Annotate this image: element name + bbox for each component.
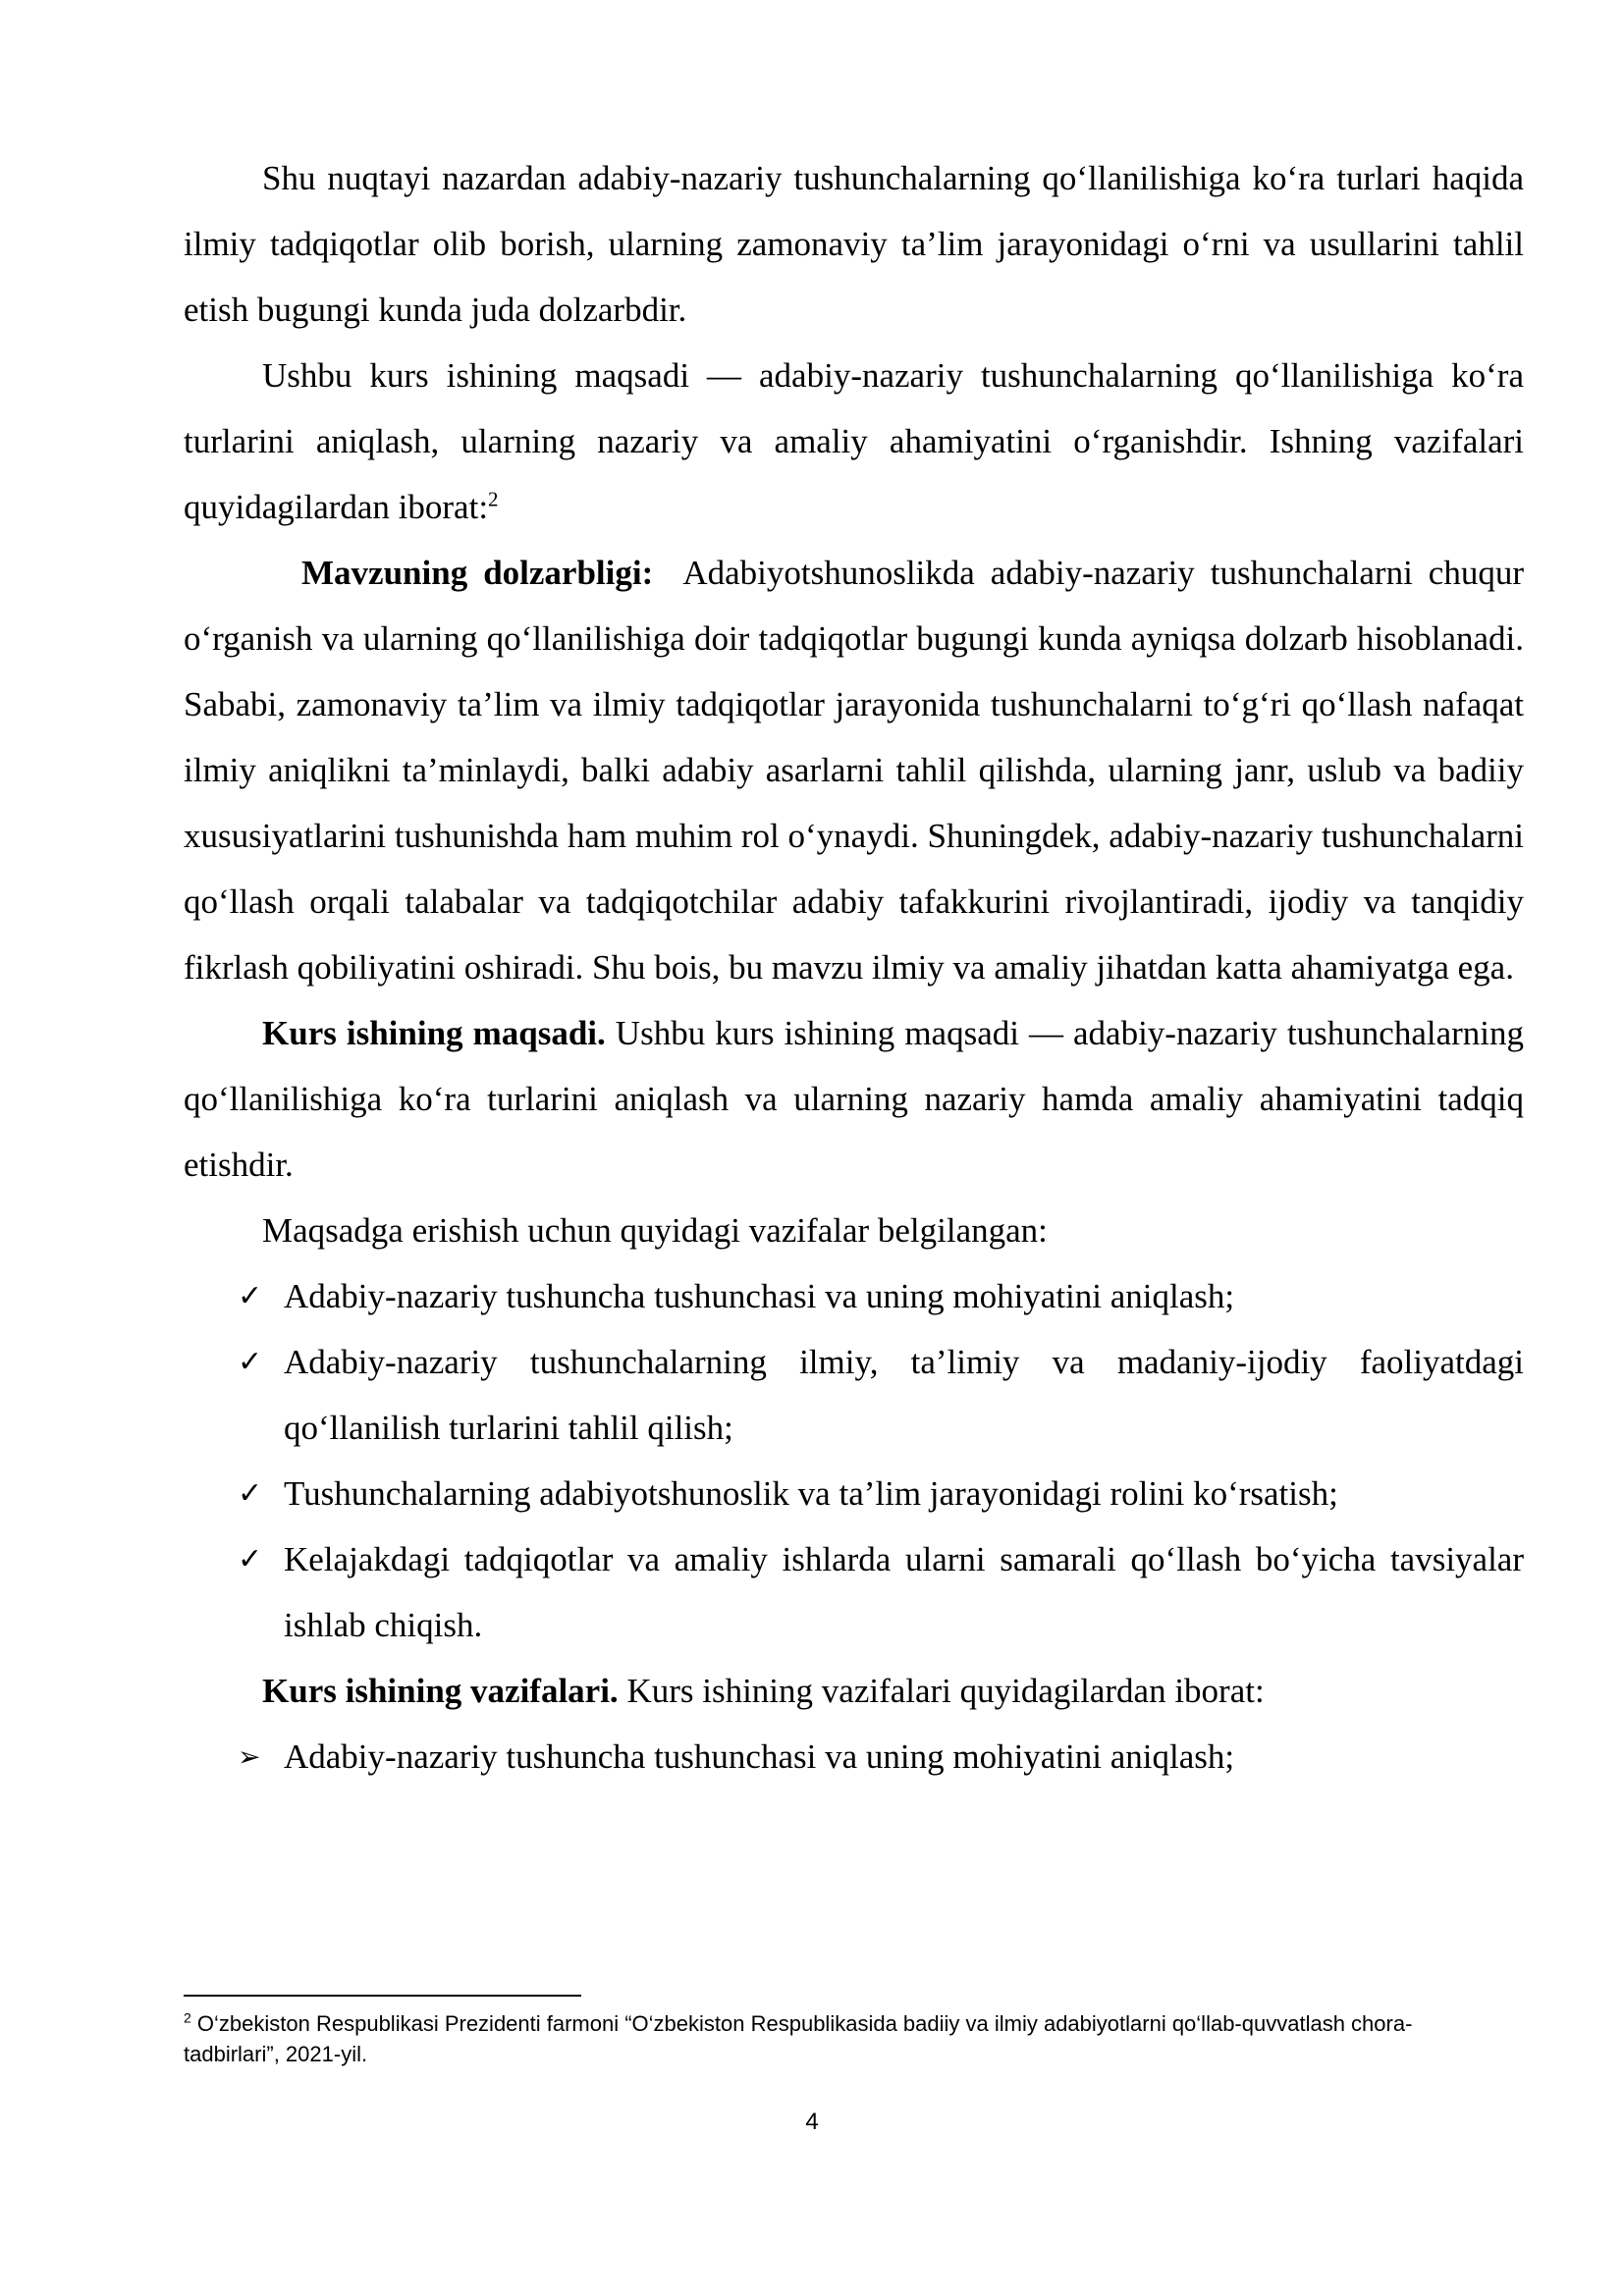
goal-text: Ushbu kurs ishining maqsadi — adabiy-nazariy tushunchalarning qo‘llanilishiga ko‘ra turlarini aniqlash va ularning nazariy hamda amaliy ahamiyatini tadqiq etishdir. — [184, 1014, 1525, 1184]
body-text — [184, 145, 1524, 1789]
list-item — [184, 1329, 1524, 1461]
relevance-text: Adabiyotshunoslikda adabiy-nazariy tushunchalarni chuqur o‘rganish va ularning qo‘llanilishiga doir tadqiqotlar bugungi kunda ayniqsa dolzarb hisoblanadi. Sababi, zamonaviy ta’lim va ilmiy tadqiqotlar jarayonida tushunchalarni to‘g‘ri qo‘llash nafaqat ilmiy aniqlikni ta’minlaydi, balki adabiy asarlarni tahlil qilishda, ularning janr, uslub va badiiy xususiyatlarini tushunishda ham muhim rol o‘ynaydi. Shuningdek, adabiy-nazariy tushunchalarni qo‘llash orqali talabalar va tadqiqotchilar adabiy tafakkurini rivojlantiradi, ijodiy va tanqidiy fikrlash qobiliyatini oshiradi. Shu bois, bu mavzu ilmiy va amaliy jihatdan katta ahamiyatga ega. — [184, 554, 1524, 987]
list-item-text: Adabiy-nazariy tushuncha tushunchasi va uning mohiyatini aniqlash; — [284, 1277, 1235, 1315]
list-item — [184, 1724, 1524, 1789]
footnote-reference[interactable]: 2 — [488, 487, 499, 511]
check-list — [184, 1263, 1524, 1658]
checkmark-icon: ✓ — [238, 1279, 263, 1313]
paragraph-intro-text: Shu nuqtayi nazardan adabiy-nazariy tushunchalarning qo‘llanilishiga ko‘ra turlari haqida ilmiy tadqiqotlar olib borish, ularning zamonaviy ta’lim jarayonidagi o‘rni va usullarini tahlil etish bugungi kunda juda dolzarbdir. — [184, 159, 1524, 329]
goal-heading: Kurs ishining maqsadi. — [262, 1014, 606, 1052]
tasks-text: Kurs ishining vazifalari quyidagilardan iborat: — [626, 1672, 1265, 1710]
arrow-list — [184, 1724, 1524, 1789]
list-item — [184, 1526, 1524, 1658]
relevance-heading: Mavzuning dolzarbligi: — [301, 554, 654, 592]
footnote-number: 2 — [184, 2009, 191, 2026]
paragraph-aim-summary — [184, 343, 1524, 540]
footnote-separator — [184, 1995, 581, 1997]
footnote-text: O‘zbekiston Respublikasi Prezidenti farmoni “O‘zbekiston Respublikasida badiiy va ilmiy adabiyotlarni qo‘llab-quvvatlash chora-tadbirlari”, 2021-yil. — [184, 2011, 1413, 2066]
paragraph-intro — [184, 145, 1524, 343]
list-item-text: Tushunchalarning adabiyotshunoslik va ta’lim jarayonidagi rolini ko‘rsatish; — [284, 1474, 1338, 1513]
paragraph-tasks-intro — [184, 1198, 1524, 1263]
checkmark-icon: ✓ — [238, 1476, 263, 1511]
footnote — [184, 2008, 1460, 2069]
paragraph-goal — [184, 1000, 1524, 1198]
tasks-intro-text: Maqsadga erishish uchun quyidagi vazifalar belgilangan: — [262, 1211, 1048, 1250]
list-item-text: Adabiy-nazariy tushunchalarning ilmiy, ta’limiy va madaniy-ijodiy faoliyatdagi qo‘llanilish turlarini tahlil qilish; — [284, 1343, 1524, 1447]
checkmark-icon: ✓ — [238, 1542, 263, 1576]
paragraph-tasks — [184, 1658, 1524, 1724]
tasks-heading: Kurs ishining vazifalari. — [262, 1672, 619, 1710]
checkmark-icon: ✓ — [238, 1345, 263, 1379]
paragraph-relevance — [184, 540, 1524, 1000]
list-item-text: Adabiy-nazariy tushuncha tushunchasi va uning mohiyatini aniqlash; — [284, 1737, 1235, 1776]
paragraph-aim-summary-text: Ushbu kurs ishining maqsadi — adabiy-nazariy tushunchalarning qo‘llanilishiga ko‘ra turlarini aniqlash, ularning nazariy va amaliy ahamiyatini o‘rganishdir. Ishning vazifalari quyidagilardan iborat: — [184, 356, 1524, 526]
list-item-text: Kelajakdagi tadqiqotlar va amaliy ishlarda ularni samarali qo‘llash bo‘yicha tavsiyalar ishlab chiqish. — [284, 1540, 1524, 1644]
list-item — [184, 1263, 1524, 1329]
arrow-bullet-icon: ➢ — [238, 1740, 261, 1773]
list-item — [184, 1461, 1524, 1526]
page-number: 4 — [805, 2109, 819, 2135]
